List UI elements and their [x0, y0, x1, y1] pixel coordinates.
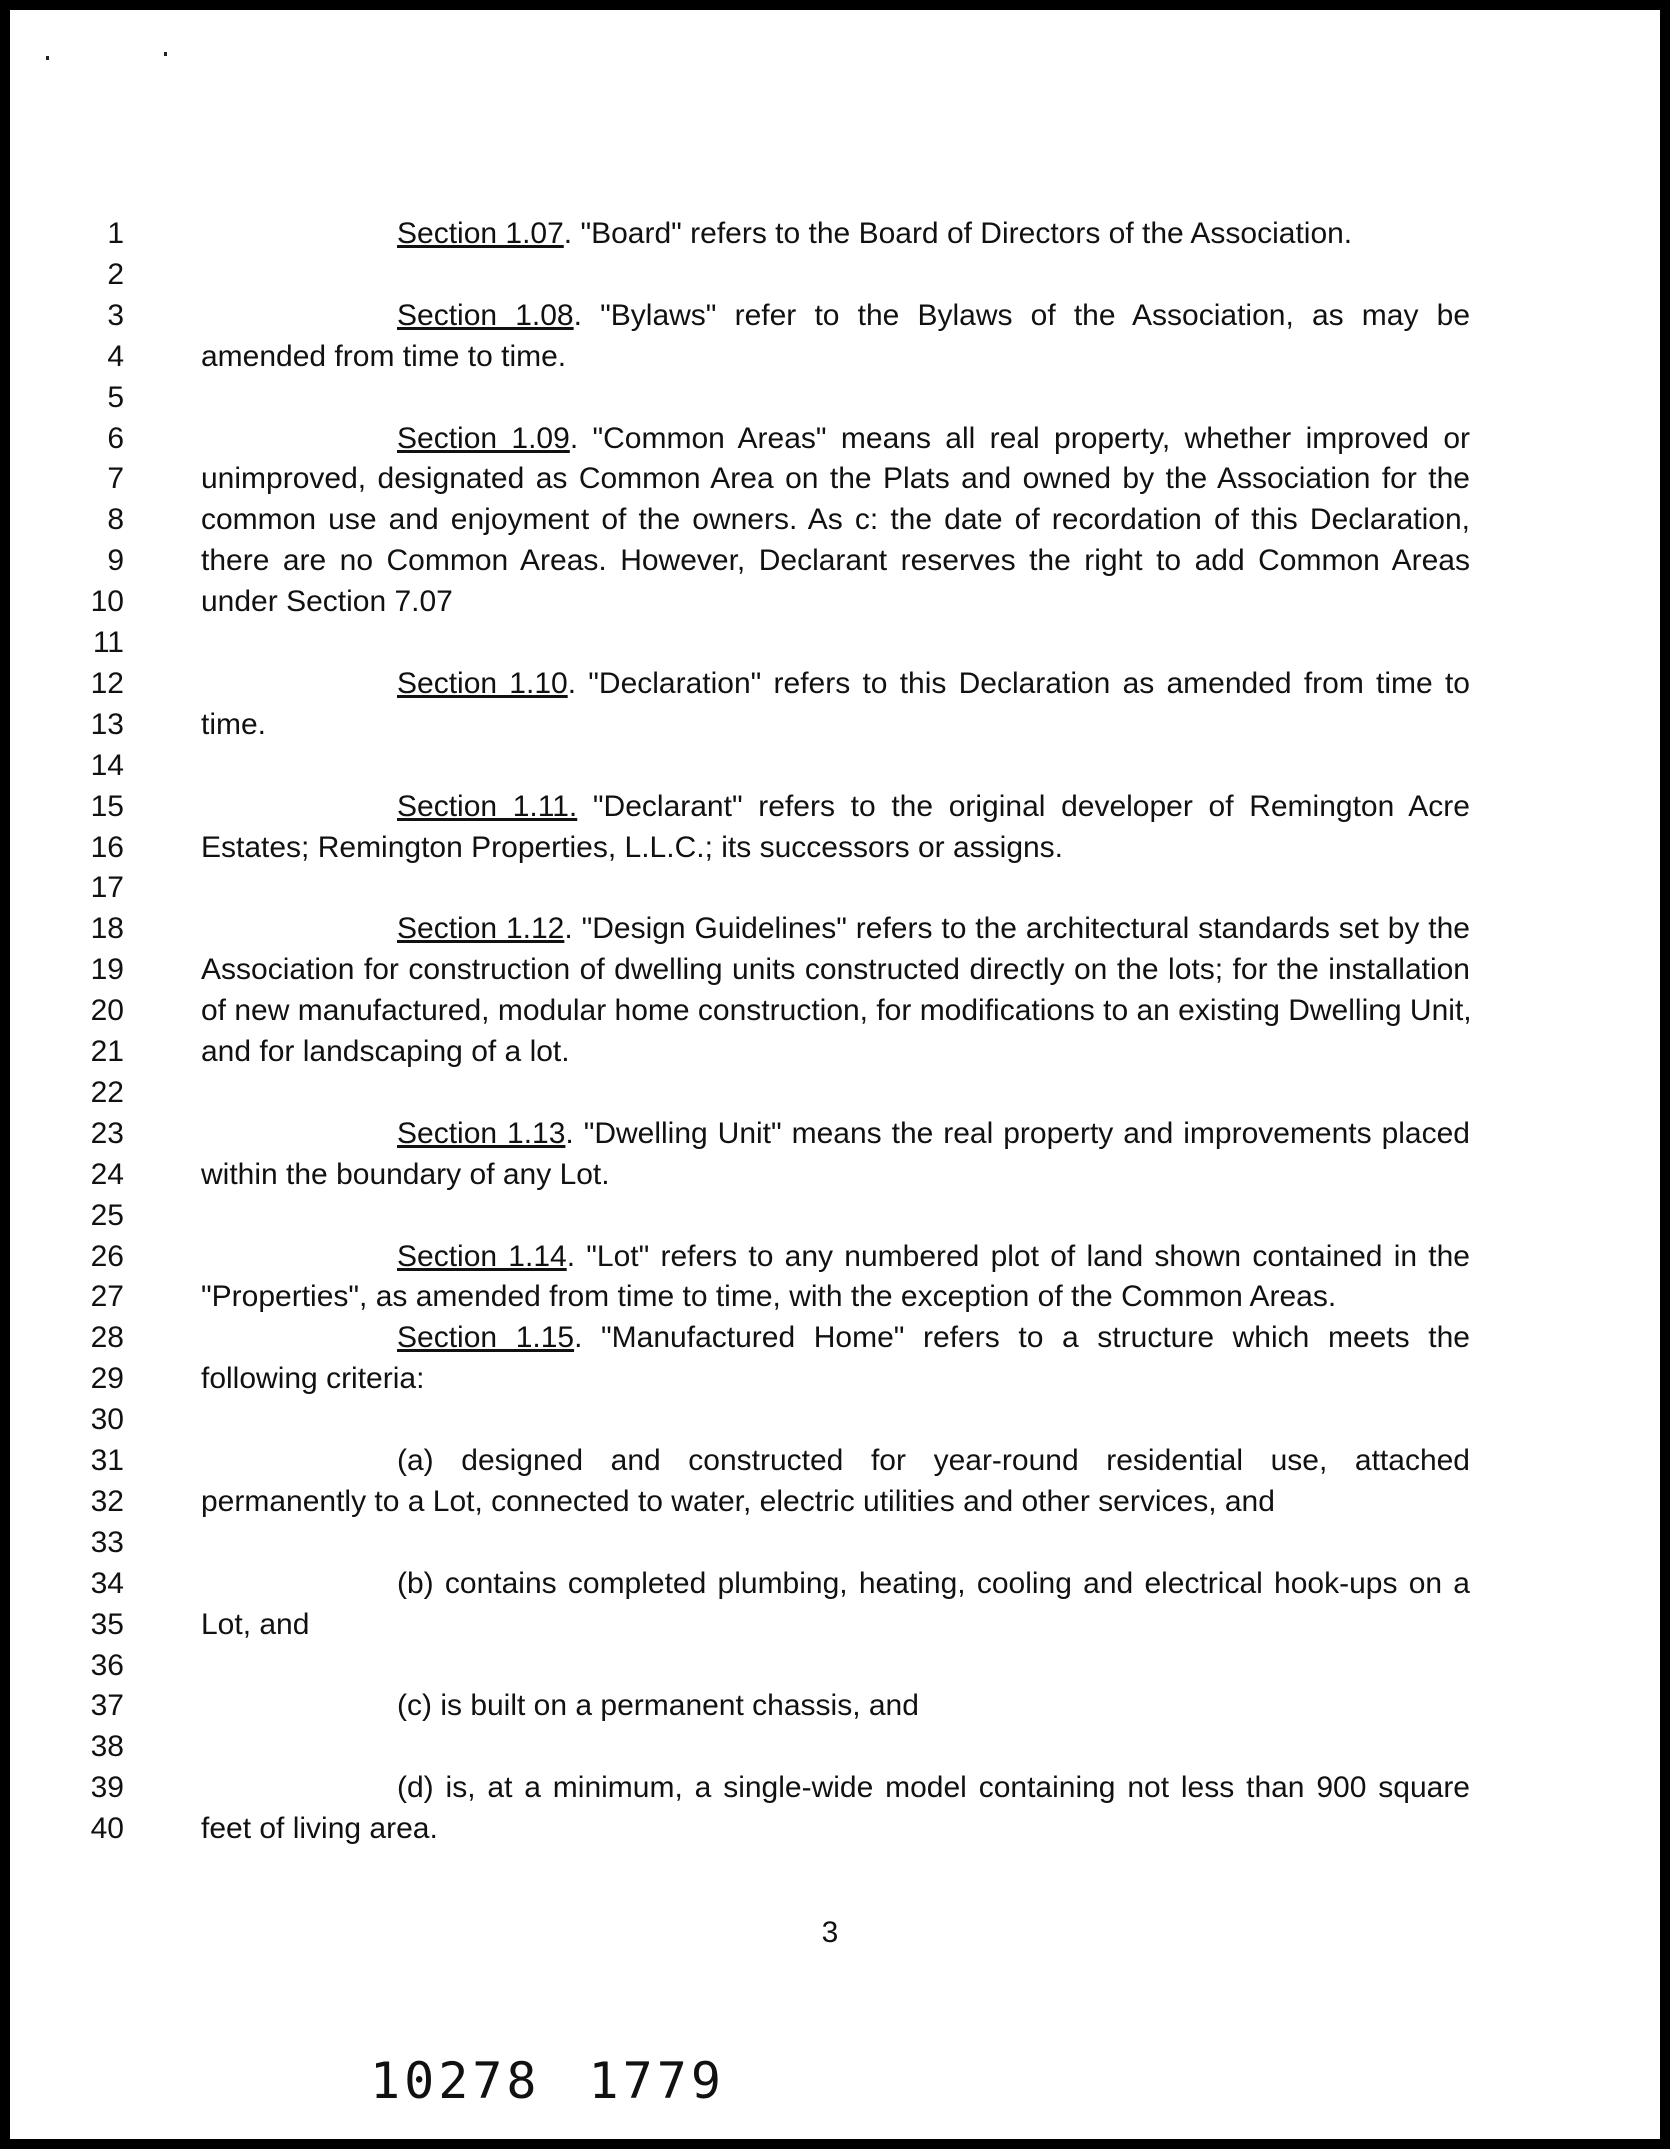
line-number: 16 — [90, 830, 124, 864]
document-line — [10, 1808, 1660, 1849]
section-heading-line — [397, 213, 1352, 254]
line-number: 14 — [90, 748, 124, 782]
section-heading-line — [397, 908, 1470, 949]
list-item-line: (b) contains completed plumbing, heating, cooling and electrical hook-ups on a — [397, 1566, 1470, 1600]
line-number: 7 — [107, 462, 124, 496]
document-line — [10, 1767, 1660, 1808]
document-line — [10, 704, 1660, 745]
section-text: . "Declaration" refers to this Declaration as amended from time to — [567, 666, 1470, 700]
line-number: 30 — [90, 1403, 124, 1437]
line-number: 34 — [90, 1566, 124, 1600]
stamp-page: 1779 — [588, 2052, 725, 2110]
line-number: 38 — [90, 1730, 124, 1764]
section-heading-line — [397, 418, 1470, 459]
document-line — [10, 581, 1660, 622]
line-number: 20 — [90, 994, 124, 1028]
section-number: Section 1.09 — [397, 421, 570, 455]
line-number: 32 — [90, 1484, 124, 1518]
document-line — [10, 1726, 1660, 1767]
page-number: 3 — [821, 1916, 839, 1949]
body-text-line: Lot, and — [201, 1607, 310, 1641]
document-line — [10, 786, 1660, 827]
body-text-line: Estates; Remington Properties, L.L.C.; its successors or assigns. — [201, 830, 1064, 864]
document-line — [10, 1317, 1660, 1358]
list-item-line: (c) is built on a permanent chassis, and — [397, 1689, 919, 1723]
section-heading-line — [397, 1317, 1470, 1358]
line-number: 22 — [90, 1075, 124, 1109]
section-number: Section 1.15 — [397, 1321, 575, 1355]
body-text-line: following criteria: — [201, 1362, 425, 1396]
body-text-line: feet of living area. — [201, 1812, 438, 1846]
section-number: Section 1.07 — [397, 217, 564, 250]
document-line — [10, 540, 1660, 581]
document-line — [10, 1685, 1660, 1726]
line-number: 23 — [90, 1116, 124, 1150]
document-line — [10, 745, 1660, 786]
line-number: 26 — [90, 1239, 124, 1273]
body-text-line: "Properties", as amended from time to time, with the exception of the Common Areas. — [201, 1280, 1337, 1314]
scan-speck — [164, 52, 167, 56]
document-line — [10, 908, 1660, 949]
line-number: 33 — [90, 1525, 124, 1559]
body-text-line: permanently to a Lot, connected to water, electric utilities and other services, and — [201, 1484, 1275, 1518]
line-number: 39 — [90, 1771, 124, 1805]
document-line — [10, 1399, 1660, 1440]
body-text-line: of new manufactured, modular home construction, for modifications to an existing Dwelling Unit, — [201, 994, 1472, 1028]
recording-stamp — [370, 2051, 773, 2111]
line-number: 27 — [90, 1280, 124, 1314]
section-heading-line — [397, 786, 1470, 827]
line-number: 37 — [90, 1689, 124, 1723]
line-number: 1 — [107, 217, 124, 250]
line-number: 4 — [107, 339, 124, 373]
line-number: 13 — [90, 707, 124, 741]
body-text-line: time. — [201, 707, 267, 741]
document-line — [10, 1481, 1660, 1522]
body-text-line: unimproved, designated as Common Area on the Plats and owned by the Association for the — [201, 462, 1470, 496]
section-number: Section 1.13 — [397, 1116, 566, 1150]
line-number: 36 — [90, 1648, 124, 1682]
list-item-line: (a) designed and constructed for year-round residential use, attached — [397, 1444, 1470, 1477]
body-text-line: amended from time to time. — [201, 339, 567, 373]
document-line — [10, 336, 1660, 377]
line-number: 9 — [107, 544, 124, 578]
section-text: . "Dwelling Unit" means the real property and improvements placed — [565, 1116, 1470, 1150]
document-line — [10, 377, 1660, 418]
body-text-line: within the boundary of any Lot. — [201, 1157, 610, 1191]
section-heading-line — [397, 663, 1470, 704]
body-text-line: common use and enjoyment of the owners. As c: the date of recordation of this Declaration, — [201, 503, 1470, 537]
document-line — [10, 663, 1660, 704]
document-line — [10, 499, 1660, 540]
section-number: Section 1.14 — [397, 1239, 567, 1273]
section-text: . "Design Guidelines" refers to the architectural standards set by the — [564, 912, 1470, 946]
document-line — [10, 418, 1660, 459]
line-number: 18 — [90, 912, 124, 946]
document-line — [10, 1522, 1660, 1563]
line-number: 29 — [90, 1362, 124, 1396]
document-line — [10, 1440, 1660, 1481]
document-line — [10, 990, 1660, 1031]
line-number: 24 — [90, 1157, 124, 1191]
section-heading-line — [397, 1236, 1470, 1277]
document-line — [10, 1236, 1660, 1277]
section-heading-line — [397, 1113, 1470, 1154]
section-number: Section 1.12 — [397, 912, 565, 946]
document-line — [10, 254, 1660, 295]
document-line — [10, 458, 1660, 499]
document-line — [10, 1358, 1660, 1399]
document-line — [10, 213, 1660, 254]
body-text-line: there are no Common Areas. However, Declarant reserves the right to add Common Areas — [201, 544, 1470, 578]
section-heading-line — [397, 295, 1470, 336]
line-number: 21 — [90, 1035, 124, 1068]
line-number: 5 — [107, 380, 124, 414]
line-number: 15 — [90, 789, 124, 823]
document-line — [10, 622, 1660, 663]
line-number: 28 — [90, 1321, 124, 1355]
document-line — [10, 1195, 1660, 1236]
line-number: 19 — [90, 953, 124, 987]
document-line — [10, 1072, 1660, 1113]
section-text: . "Manufactured Home" refers to a structure which meets the — [574, 1321, 1470, 1355]
line-number: 25 — [90, 1198, 124, 1232]
body-text-line: under Section 7.07 — [201, 585, 453, 619]
section-text: "Declarant" refers to the original developer of Remington Acre — [577, 789, 1470, 823]
document-line — [10, 1113, 1660, 1154]
section-number: Section 1.11. — [397, 789, 578, 823]
document-line — [10, 867, 1660, 908]
body-text-line: Association for construction of dwelling units constructed directly on the lots; for the installation — [201, 953, 1470, 987]
document-line — [10, 1563, 1660, 1604]
line-number: 3 — [107, 298, 124, 332]
stamp-book: 10278 — [370, 2052, 541, 2110]
section-text: . "Lot" refers to any numbered plot of land shown contained in the — [566, 1239, 1470, 1273]
document-line — [10, 295, 1660, 336]
section-text: . "Common Areas" means all real property, whether improved or — [569, 421, 1471, 455]
line-number: 10 — [90, 585, 124, 619]
section-number: Section 1.08 — [397, 298, 574, 332]
line-number: 11 — [92, 626, 124, 659]
document-page — [10, 10, 1660, 2139]
document-line — [10, 1645, 1660, 1686]
document-line — [10, 827, 1660, 868]
body-text-line: and for landscaping of a lot. — [201, 1035, 570, 1068]
line-number: 2 — [107, 257, 124, 291]
line-number: 31 — [90, 1444, 124, 1477]
document-line — [10, 949, 1660, 990]
section-number: Section 1.10 — [397, 666, 568, 700]
document-line — [10, 1031, 1660, 1072]
document-line — [10, 1604, 1660, 1645]
scan-speck — [46, 56, 49, 60]
line-number: 35 — [90, 1607, 124, 1641]
line-number: 40 — [90, 1812, 124, 1846]
line-number: 17 — [90, 871, 124, 905]
line-number: 8 — [107, 503, 124, 537]
line-number: 6 — [107, 421, 124, 455]
line-number: 12 — [90, 666, 124, 700]
section-text: . "Bylaws" refer to the Bylaws of the Association, as may be — [573, 298, 1470, 332]
section-text: . "Board" refers to the Board of Directors of the Association. — [563, 217, 1353, 250]
document-line — [10, 1276, 1660, 1317]
document-line — [10, 1154, 1660, 1195]
list-item-line: (d) is, at a minimum, a single-wide model containing not less than 900 square — [397, 1771, 1470, 1805]
